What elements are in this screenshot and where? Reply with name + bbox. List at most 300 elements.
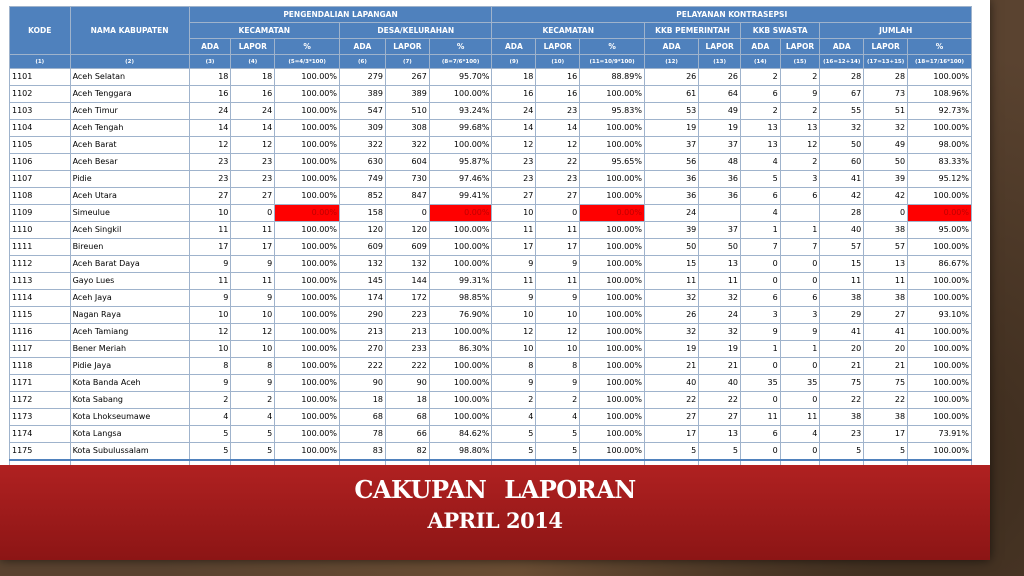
table-row — [10, 69, 972, 86]
value-cell: 100.00% — [580, 188, 645, 205]
value-cell: 11 — [780, 409, 820, 426]
value-cell: 55 — [820, 103, 864, 120]
value-cell: 5 — [820, 443, 864, 461]
value-cell: 50 — [820, 137, 864, 154]
code-cell: (13) — [699, 55, 741, 69]
value-cell: 7 — [741, 239, 781, 256]
kode-cell: 1105 — [10, 137, 71, 154]
value-cell: 16 — [536, 86, 580, 103]
value-cell: 100.00% — [908, 290, 972, 307]
value-cell: 23 — [536, 103, 580, 120]
value-cell: 9 — [231, 290, 275, 307]
code-cell: (10) — [536, 55, 580, 69]
value-cell: 267 — [385, 69, 429, 86]
value-cell: 9 — [231, 256, 275, 273]
value-cell: 50 — [864, 154, 908, 171]
value-cell: 5 — [492, 443, 536, 461]
value-cell: 32 — [699, 324, 741, 341]
value-cell: 9 — [780, 324, 820, 341]
subheader-cell: ADA — [741, 39, 781, 55]
value-cell: 158 — [339, 205, 385, 222]
value-cell: 100.00% — [908, 375, 972, 392]
value-cell: 100.00% — [429, 409, 492, 426]
value-cell: 17 — [231, 239, 275, 256]
value-cell: 132 — [339, 256, 385, 273]
value-cell: 100.00% — [275, 120, 340, 137]
value-cell: 1 — [780, 222, 820, 239]
value-cell: 93.24% — [429, 103, 492, 120]
kabupaten-cell: Kota Sabang — [70, 392, 189, 409]
value-cell: 100.00% — [908, 358, 972, 375]
value-cell: 0 — [741, 256, 781, 273]
value-cell: 32 — [644, 324, 698, 341]
value-cell: 100.00% — [275, 426, 340, 443]
value-cell: 49 — [699, 103, 741, 120]
value-cell: 0.00% — [275, 205, 340, 222]
value-cell: 309 — [339, 120, 385, 137]
value-cell: 38 — [820, 409, 864, 426]
value-cell: 28 — [820, 69, 864, 86]
value-cell: 6 — [741, 86, 781, 103]
value-cell: 93.10% — [908, 307, 972, 324]
value-cell: 88.89% — [580, 69, 645, 86]
value-cell: 2 — [780, 154, 820, 171]
table-row — [10, 205, 972, 222]
value-cell: 222 — [339, 358, 385, 375]
value-cell: 11 — [741, 409, 781, 426]
value-cell: 9 — [741, 324, 781, 341]
value-cell: 100.00% — [580, 375, 645, 392]
value-cell: 21 — [864, 358, 908, 375]
value-cell: 11 — [492, 273, 536, 290]
kode-cell: 1112 — [10, 256, 71, 273]
value-cell: 28 — [820, 205, 864, 222]
value-cell: 24 — [492, 103, 536, 120]
value-cell: 11 — [189, 273, 231, 290]
value-cell: 9 — [231, 375, 275, 392]
value-cell: 9 — [492, 256, 536, 273]
subheader-cell: % — [275, 39, 340, 55]
value-cell: 61 — [644, 86, 698, 103]
value-cell: 100.00% — [275, 188, 340, 205]
value-cell: 100.00% — [908, 120, 972, 137]
value-cell: 12 — [780, 137, 820, 154]
value-cell: 27 — [699, 409, 741, 426]
value-cell: 99.31% — [429, 273, 492, 290]
kabupaten-cell: Kota Lhokseumawe — [70, 409, 189, 426]
value-cell: 100.00% — [275, 222, 340, 239]
value-cell: 5 — [699, 443, 741, 461]
table-row — [10, 426, 972, 443]
value-cell: 4 — [231, 409, 275, 426]
value-cell: 32 — [644, 290, 698, 307]
value-cell: 84.62% — [429, 426, 492, 443]
value-cell: 5 — [189, 426, 231, 443]
value-cell: 23 — [820, 426, 864, 443]
value-cell: 11 — [699, 273, 741, 290]
report-table — [9, 6, 972, 480]
value-cell: 23 — [231, 154, 275, 171]
value-cell: 100.00% — [908, 392, 972, 409]
value-cell: 21 — [644, 358, 698, 375]
code-cell: (2) — [70, 55, 189, 69]
value-cell: 100.00% — [580, 324, 645, 341]
value-cell: 95.65% — [580, 154, 645, 171]
value-cell: 24 — [699, 307, 741, 324]
table-header — [10, 7, 972, 69]
value-cell: 0 — [780, 443, 820, 461]
value-cell: 10 — [536, 307, 580, 324]
value-cell: 48 — [699, 154, 741, 171]
kabupaten-cell: Pidie — [70, 171, 189, 188]
header-jumlah: JUMLAH — [820, 23, 972, 39]
table-row — [10, 409, 972, 426]
value-cell: 29 — [820, 307, 864, 324]
kode-cell: 1113 — [10, 273, 71, 290]
header-pelayanan: PELAYANAN KONTRASEPSI — [492, 7, 972, 23]
value-cell: 100.00% — [429, 375, 492, 392]
header-desa: DESA/KELURAHAN — [339, 23, 492, 39]
value-cell: 24 — [644, 205, 698, 222]
value-cell: 13 — [699, 256, 741, 273]
value-cell: 1 — [741, 341, 781, 358]
value-cell: 389 — [339, 86, 385, 103]
value-cell: 223 — [385, 307, 429, 324]
value-cell: 57 — [820, 239, 864, 256]
table-row — [10, 188, 972, 205]
value-cell: 22 — [820, 392, 864, 409]
table-row — [10, 307, 972, 324]
value-cell: 7 — [780, 239, 820, 256]
kode-cell: 1103 — [10, 103, 71, 120]
value-cell: 10 — [492, 205, 536, 222]
header-kkb-swasta: KKB SWASTA — [741, 23, 820, 39]
subheader-cell: % — [580, 39, 645, 55]
value-cell: 749 — [339, 171, 385, 188]
value-cell: 3 — [741, 307, 781, 324]
kabupaten-cell: Nagan Raya — [70, 307, 189, 324]
value-cell: 9 — [780, 86, 820, 103]
value-cell: 50 — [699, 239, 741, 256]
value-cell: 75 — [864, 375, 908, 392]
value-cell: 100.00% — [580, 222, 645, 239]
code-cell: (16=12+14) — [820, 55, 864, 69]
table-row — [10, 120, 972, 137]
value-cell: 609 — [385, 239, 429, 256]
value-cell: 100.00% — [908, 324, 972, 341]
value-cell: 95.87% — [429, 154, 492, 171]
value-cell: 100.00% — [580, 239, 645, 256]
value-cell: 24 — [189, 103, 231, 120]
table-row — [10, 273, 972, 290]
value-cell: 279 — [339, 69, 385, 86]
value-cell: 100.00% — [275, 137, 340, 154]
value-cell: 0 — [741, 443, 781, 461]
value-cell: 2 — [231, 392, 275, 409]
value-cell: 100.00% — [580, 120, 645, 137]
value-cell: 95.83% — [580, 103, 645, 120]
value-cell: 10 — [231, 307, 275, 324]
subheader-cell: ADA — [189, 39, 231, 55]
value-cell: 5 — [536, 443, 580, 461]
subheader-cell: LAPOR — [780, 39, 820, 55]
value-cell: 51 — [864, 103, 908, 120]
value-cell: 12 — [536, 324, 580, 341]
table-row — [10, 290, 972, 307]
value-cell: 20 — [820, 341, 864, 358]
value-cell: 172 — [385, 290, 429, 307]
table-row — [10, 443, 972, 461]
value-cell: 5 — [189, 443, 231, 461]
value-cell: 39 — [864, 171, 908, 188]
value-cell: 6 — [741, 188, 781, 205]
value-cell: 0 — [741, 392, 781, 409]
kabupaten-cell: Kota Banda Aceh — [70, 375, 189, 392]
value-cell: 98.80% — [429, 443, 492, 461]
header-kecamatan: KECAMATAN — [189, 23, 339, 39]
value-cell: 630 — [339, 154, 385, 171]
value-cell: 730 — [385, 171, 429, 188]
value-cell: 9 — [189, 375, 231, 392]
value-cell: 26 — [644, 307, 698, 324]
code-cell: (14) — [741, 55, 781, 69]
value-cell: 0 — [385, 205, 429, 222]
value-cell: 13 — [864, 256, 908, 273]
value-cell: 36 — [644, 171, 698, 188]
value-cell: 64 — [699, 86, 741, 103]
value-cell: 0 — [780, 273, 820, 290]
value-cell: 0 — [780, 358, 820, 375]
value-cell: 100.00% — [429, 324, 492, 341]
kode-cell: 1114 — [10, 290, 71, 307]
value-cell: 11 — [536, 222, 580, 239]
value-cell: 3 — [780, 171, 820, 188]
value-cell: 11 — [864, 273, 908, 290]
value-cell: 40 — [644, 375, 698, 392]
value-cell: 42 — [820, 188, 864, 205]
value-cell: 21 — [820, 358, 864, 375]
value-cell: 120 — [339, 222, 385, 239]
value-cell: 100.00% — [275, 392, 340, 409]
value-cell: 12 — [492, 137, 536, 154]
value-cell: 23 — [492, 171, 536, 188]
value-cell: 32 — [699, 290, 741, 307]
value-cell: 86.30% — [429, 341, 492, 358]
value-cell: 83 — [339, 443, 385, 461]
subheader-cell: LAPOR — [699, 39, 741, 55]
value-cell: 23 — [189, 154, 231, 171]
value-cell: 95.12% — [908, 171, 972, 188]
value-cell: 16 — [231, 86, 275, 103]
value-cell: 6 — [780, 290, 820, 307]
value-cell: 100.00% — [580, 256, 645, 273]
slide-subtitle: APRIL 2014 — [427, 508, 563, 533]
value-cell: 17 — [536, 239, 580, 256]
kabupaten-cell: Gayo Lues — [70, 273, 189, 290]
value-cell: 56 — [644, 154, 698, 171]
subheader-cell: % — [429, 39, 492, 55]
kode-cell: 1171 — [10, 375, 71, 392]
value-cell: 100.00% — [908, 239, 972, 256]
value-cell: 100.00% — [580, 307, 645, 324]
value-cell: 0 — [780, 392, 820, 409]
value-cell: 100.00% — [908, 69, 972, 86]
code-cell: (7) — [385, 55, 429, 69]
value-cell: 100.00% — [908, 443, 972, 461]
value-cell: 100.00% — [580, 137, 645, 154]
value-cell: 38 — [820, 290, 864, 307]
kode-cell: 1111 — [10, 239, 71, 256]
value-cell: 9 — [492, 375, 536, 392]
value-cell: 100.00% — [580, 409, 645, 426]
table-row — [10, 375, 972, 392]
value-cell: 17 — [864, 426, 908, 443]
subheader-cell: LAPOR — [385, 39, 429, 55]
value-cell: 21 — [699, 358, 741, 375]
value-cell: 10 — [231, 341, 275, 358]
value-cell: 100.00% — [275, 324, 340, 341]
value-cell: 213 — [385, 324, 429, 341]
value-cell: 14 — [189, 120, 231, 137]
value-cell: 75 — [820, 375, 864, 392]
value-cell: 100.00% — [580, 341, 645, 358]
table-row — [10, 392, 972, 409]
value-cell: 98.00% — [908, 137, 972, 154]
value-cell: 22 — [699, 392, 741, 409]
value-cell: 213 — [339, 324, 385, 341]
value-cell: 23 — [231, 171, 275, 188]
value-cell: 27 — [536, 188, 580, 205]
kode-cell: 1175 — [10, 443, 71, 461]
value-cell: 852 — [339, 188, 385, 205]
value-cell: 76.90% — [429, 307, 492, 324]
value-cell: 95.00% — [908, 222, 972, 239]
table-row — [10, 103, 972, 120]
kabupaten-cell: Kota Subulussalam — [70, 443, 189, 461]
value-cell: 12 — [189, 324, 231, 341]
subheader-cell: LAPOR — [536, 39, 580, 55]
subheader-cell: ADA — [492, 39, 536, 55]
value-cell: 5 — [492, 426, 536, 443]
value-cell: 40 — [820, 222, 864, 239]
value-cell: 8 — [492, 358, 536, 375]
value-cell: 12 — [231, 324, 275, 341]
value-cell: 13 — [741, 120, 781, 137]
value-cell: 0.00% — [908, 205, 972, 222]
subheader-cell: ADA — [820, 39, 864, 55]
value-cell: 2 — [780, 69, 820, 86]
value-cell: 22 — [536, 154, 580, 171]
value-cell: 14 — [536, 120, 580, 137]
kabupaten-cell: Aceh Barat Daya — [70, 256, 189, 273]
table-body — [10, 69, 972, 461]
subheader-cell: ADA — [339, 39, 385, 55]
header-pengendalian: PENGENDALIAN LAPANGAN — [189, 7, 492, 23]
value-cell: 100.00% — [580, 86, 645, 103]
value-cell: 2 — [536, 392, 580, 409]
value-cell: 100.00% — [429, 86, 492, 103]
subheader-cell: % — [908, 39, 972, 55]
value-cell: 32 — [864, 120, 908, 137]
value-cell: 10 — [189, 205, 231, 222]
value-cell: 32 — [820, 120, 864, 137]
kode-cell: 1109 — [10, 205, 71, 222]
value-cell: 37 — [644, 137, 698, 154]
value-cell: 99.41% — [429, 188, 492, 205]
value-cell: 92.73% — [908, 103, 972, 120]
value-cell: 16 — [492, 86, 536, 103]
value-cell: 27 — [864, 307, 908, 324]
value-cell: 11 — [189, 222, 231, 239]
value-cell: 100.00% — [275, 375, 340, 392]
value-cell: 12 — [189, 137, 231, 154]
value-cell: 15 — [644, 256, 698, 273]
value-cell: 120 — [385, 222, 429, 239]
header-nama-kabupaten: NAMA KABUPATEN — [70, 7, 189, 55]
value-cell: 66 — [385, 426, 429, 443]
value-cell: 11 — [644, 273, 698, 290]
value-cell: 11 — [231, 222, 275, 239]
kode-cell: 1102 — [10, 86, 71, 103]
value-cell: 100.00% — [275, 86, 340, 103]
value-cell: 22 — [864, 392, 908, 409]
value-cell: 604 — [385, 154, 429, 171]
code-cell: (18=17/16*100) — [908, 55, 972, 69]
kabupaten-cell: Aceh Besar — [70, 154, 189, 171]
value-cell: 100.00% — [275, 409, 340, 426]
value-cell: 41 — [864, 324, 908, 341]
value-cell: 100.00% — [580, 290, 645, 307]
value-cell: 322 — [339, 137, 385, 154]
value-cell: 38 — [864, 222, 908, 239]
header-kkb-pemerintah: KKB PEMERINTAH — [644, 23, 740, 39]
value-cell: 36 — [644, 188, 698, 205]
subheader-cell: LAPOR — [864, 39, 908, 55]
value-cell: 26 — [644, 69, 698, 86]
table-row — [10, 341, 972, 358]
value-cell: 100.00% — [275, 103, 340, 120]
value-cell: 108.96% — [908, 86, 972, 103]
value-cell: 11 — [492, 222, 536, 239]
kode-cell: 1107 — [10, 171, 71, 188]
value-cell: 5 — [741, 171, 781, 188]
value-cell: 11 — [231, 273, 275, 290]
value-cell: 10 — [189, 341, 231, 358]
value-cell: 99.68% — [429, 120, 492, 137]
value-cell: 12 — [536, 137, 580, 154]
value-cell: 2 — [741, 103, 781, 120]
kabupaten-cell: Aceh Singkil — [70, 222, 189, 239]
code-cell: (6) — [339, 55, 385, 69]
value-cell: 100.00% — [580, 426, 645, 443]
value-cell: 73.91% — [908, 426, 972, 443]
value-cell: 38 — [864, 409, 908, 426]
value-cell: 50 — [644, 239, 698, 256]
value-cell: 100.00% — [275, 307, 340, 324]
value-cell: 23 — [536, 171, 580, 188]
kabupaten-cell: Aceh Jaya — [70, 290, 189, 307]
kode-cell: 1115 — [10, 307, 71, 324]
kabupaten-cell: Bireuen — [70, 239, 189, 256]
code-cell: (9) — [492, 55, 536, 69]
value-cell: 2 — [780, 103, 820, 120]
value-cell: 6 — [741, 290, 781, 307]
header-codes — [10, 55, 972, 69]
value-cell: 18 — [492, 69, 536, 86]
value-cell: 5 — [644, 443, 698, 461]
value-cell: 6 — [780, 188, 820, 205]
value-cell: 27 — [189, 188, 231, 205]
